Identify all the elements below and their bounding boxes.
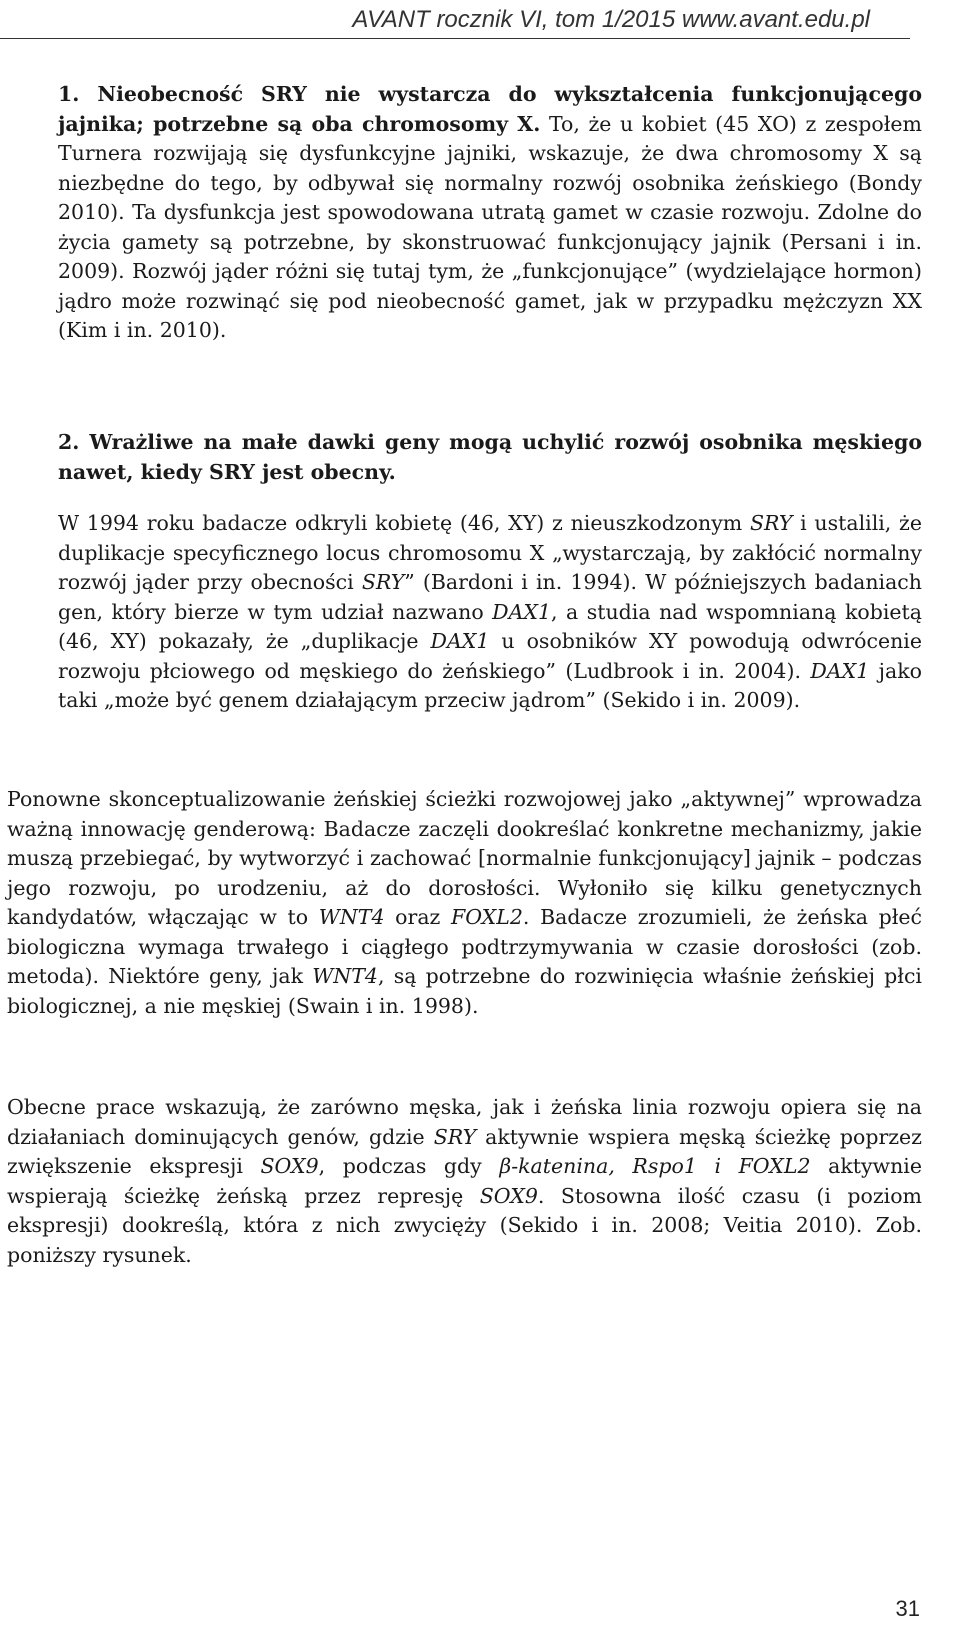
text-run: Obecne prace wskazują, że zarówno męska, jak i żeńska linia rozwoju opiera się na działaniach dominujących genów, gdzie (7, 1095, 922, 1149)
text-run: Ponowne skonceptualizowanie żeńskiej ścieżki rozwojowej jako „aktywnej” wprowadza ważną innowację genderową: Badacze zaczęli dookreślać konkretne mechanizmy, jakie muszą przebiegać, by wytworzyć i zachować [normalnie funkcjonujący] jajnik – podczas jego rozwoju, po urodzeniu, aż do dorosłości. Wyłoniło się kilku genetycznych kandydatów, włączając w to (7, 787, 922, 929)
text-run: . Stosowna ilość czasu (i poziom ekspresji) dookreślą, która z nich zwycięży (Sekido i in. 2008; Veitia 2010). Zob. poniższy rysunek. (7, 1183, 922, 1267)
list-item-2-heading: 2. Wrażliwe na małe dawki geny mogą uchylić rozwój osobnika męskiego nawet, kiedy SRY jest obecny. (58, 430, 922, 484)
list-item-1-heading: 1. Nieobecność SRY nie wystarcza do wykształcenia funkcjonującego jajnika; potrzebne są oba chromosomy X. (58, 82, 922, 136)
journal-website[interactable]: www.avant.edu.pl (681, 6, 870, 33)
gene-name: β-katenina, Rspo1 i FOXL2 (499, 1154, 811, 1178)
list-item-2-paragraph (58, 509, 922, 716)
gene-name: DAX1 (492, 599, 552, 624)
page-number: 31 (895, 1596, 920, 1621)
text-run: , a studia nad wspomnianą kobietą (46, XY) pokazały, że „duplikacje (58, 599, 922, 653)
text-run: jako taki „może być genem działającym przeciw jądrom” (Sekido i in. 2009). (58, 658, 922, 712)
header-rule (0, 38, 910, 39)
gene-name: DAX1 (430, 629, 490, 653)
journal-citation (352, 6, 870, 34)
list-item-1-body: To, że u kobiet (45 XO) z zespołem Turnera rozwijają się dysfunkcyjne jajniki, wskazuje, że dwa chromosomy X są niezbędne do tego, by odbywał się normalny rozwój osobnika żeńskiego (Bondy 2010). Ta dysfunkcja jest spowodowana utratą gamet w czasie rozwoju. Zdolne do życia gamety są potrzebne, by skonstruować funkcjonujący jajnik (Persani i in. 2009). Rozwój jąder różni się tutaj tym, że „funkcjonujące” (wydzielające hormon) jądro może rozwinąć się pod nieobecność gamet, jak w przypadku mężczyzn XX (Kim i in. 2010). (58, 111, 922, 342)
gene-name: SRY (361, 570, 405, 594)
text-run: aktywnie wspierają ścieżkę żeńską przez represję (7, 1154, 922, 1208)
text-run: u osobników XY powodują odwrócenie rozwoju płciowego od męskiego do żeńskiego” (Ludbrook i in. 2004). (58, 629, 922, 683)
text-run: , są potrzebne do rozwinięcia właśnie żeńskiej płci biologicznej, a nie męskiej (Swain i in. 1998). (7, 964, 922, 1018)
gene-name: FOXL2 (450, 905, 523, 929)
text-run: oraz (384, 905, 451, 929)
list-item-2 (58, 428, 922, 487)
gene-name: SOX9 (479, 1183, 538, 1208)
gene-name: SRY (749, 511, 793, 535)
paragraph-reconceptualization (7, 785, 922, 1021)
gene-name: WNT4 (312, 964, 378, 988)
list-item-1 (58, 80, 922, 346)
text-run: W 1994 roku badacze odkryli kobietę (46, XY) z nieuszkodzonym (58, 511, 750, 535)
gene-name: SOX9 (260, 1154, 319, 1178)
text-run: , podczas gdy (318, 1154, 500, 1178)
gene-name: DAX1 (810, 658, 870, 683)
paragraph-current-work (7, 1093, 922, 1270)
text-run: i ustalili, że duplikacje specyficznego locus chromosomu X „wystarczają, by zakłócić normalny rozwój jąder przy obecności (58, 511, 922, 594)
gene-name: WNT4 (318, 905, 385, 929)
text-run: aktywnie wspiera męską ścieżkę poprzez zwiększenie ekspresji (7, 1124, 922, 1178)
running-header (0, 6, 910, 32)
text-run: ” (Bardoni i in. 1994). W późniejszych badaniach gen, który bierze w tym udział nazwano (58, 570, 922, 624)
journal-volume: rocznik VI, tom 1/2015 (436, 6, 676, 33)
gene-name: SRY (433, 1124, 477, 1149)
journal-name: AVANT (352, 6, 430, 33)
text-run: . Badacze zrozumieli, że żeńska płeć biologiczna wymaga trwałego i ciągłego podtrzymywania w czasie dorosłości (zob. metoda). Niektóre geny, jak (7, 905, 922, 988)
